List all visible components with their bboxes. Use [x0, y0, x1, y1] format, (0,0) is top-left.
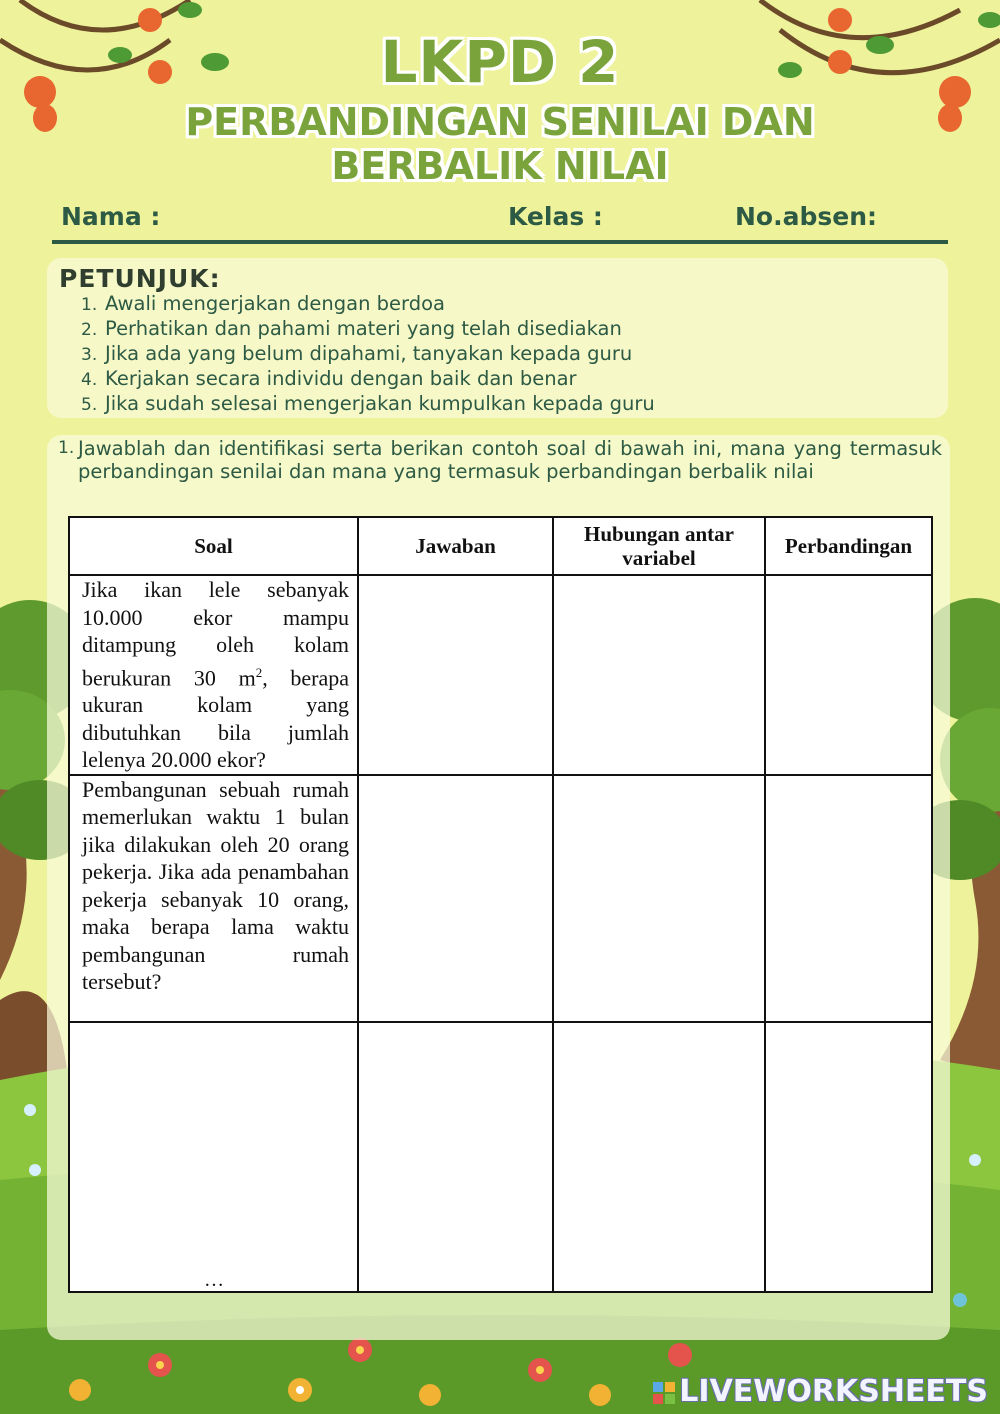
- petunjuk-item: 5. Jika sudah selesai mengerjakan kumpulkan kepada guru: [81, 392, 655, 415]
- hubungan-cell[interactable]: [553, 775, 765, 1022]
- petunjuk-item: 1. Awali mengerjakan dengan berdoa: [81, 292, 445, 315]
- jawaban-cell[interactable]: [358, 575, 553, 775]
- kelas-label: Kelas :: [508, 202, 603, 231]
- answer-table: [68, 516, 933, 1293]
- subtitle-line-1: PERBANDINGAN SENILAI DAN: [185, 100, 815, 144]
- question-text: Jawablah dan identifikasi serta berikan contoh soal di bawah ini, mana yang termasuk perbandingan senilai dan mana yang termasuk perbandingan berbalik nilai: [78, 437, 942, 483]
- no-absen-label: No.absen:: [735, 202, 877, 231]
- petunjuk-panel: [47, 258, 948, 418]
- question-1: [58, 437, 942, 483]
- ellipsis-text: …: [204, 1269, 224, 1292]
- nama-label: Nama :: [61, 202, 161, 231]
- header-perbandingan: Perbandingan: [765, 517, 932, 575]
- worksheet-title: LKPD 2: [380, 28, 620, 96]
- table-header-row: [69, 517, 932, 575]
- hubungan-cell[interactable]: [553, 575, 765, 775]
- perbandingan-cell[interactable]: [765, 1022, 932, 1292]
- worksheet-subtitle: [0, 100, 1000, 188]
- header-divider: [52, 240, 948, 244]
- petunjuk-list: [81, 292, 655, 417]
- jawaban-cell[interactable]: [358, 775, 553, 1022]
- soal-cell: Jika ikan lele sebanyak 10.000 ekor mampu ditampung oleh kolam berukuran 30 $m^2$, berapa ukuran kolam yang dibutuhkan bila jumlah lelenya 20.000 ekor?: [69, 575, 358, 775]
- petunjuk-item: 3. Jika ada yang belum dipahami, tanyakan kepada guru: [81, 342, 633, 365]
- perbandingan-cell[interactable]: [765, 775, 932, 1022]
- petunjuk-item: 4. Kerjakan secara individu dengan baik dan benar: [81, 367, 577, 390]
- petunjuk-heading: PETUNJUK:: [59, 264, 221, 293]
- header-hubungan: Hubungan antar variabel: [553, 517, 765, 575]
- table-row: [69, 775, 932, 1022]
- soal-cell[interactable]: [69, 1022, 358, 1292]
- header-soal: Soal: [69, 517, 358, 575]
- liveworksheets-watermark: LIVEWORKSHEETS: [653, 1374, 988, 1409]
- subtitle-line-2: BERBALIK NILAI: [331, 144, 669, 188]
- table-row: [69, 575, 932, 775]
- header-jawaban: Jawaban: [358, 517, 553, 575]
- liveworksheets-logo-icon: [653, 1382, 675, 1404]
- question-number: 1.: [58, 438, 75, 458]
- hubungan-cell[interactable]: [553, 1022, 765, 1292]
- table-row: [69, 1022, 932, 1292]
- perbandingan-cell[interactable]: [765, 575, 932, 775]
- petunjuk-item: 2. Perhatikan dan pahami materi yang telah disediakan: [81, 317, 622, 340]
- soal-cell: Pembangunan sebuah rumah memerlukan waktu 1 bulan jika dilakukan oleh 20 orang pekerja. Jika ada penambahan pekerja sebanyak 10 orang, maka berapa lama waktu pembangunan rumah tersebut?: [69, 775, 358, 1022]
- jawaban-cell[interactable]: [358, 1022, 553, 1292]
